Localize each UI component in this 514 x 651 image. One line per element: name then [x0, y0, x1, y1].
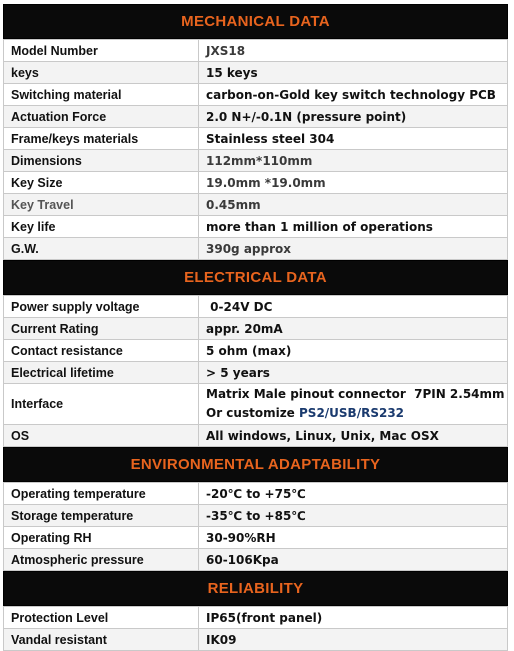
row-value: carbon-on-Gold key switch technology PCB: [199, 84, 508, 106]
row-key: Storage temperature: [4, 505, 199, 527]
row-key: Current Rating: [4, 318, 199, 340]
table-row: [4, 362, 508, 384]
table-row: [4, 84, 508, 106]
row-key: Electrical lifetime: [4, 362, 199, 384]
interface-line-2: [206, 404, 500, 423]
row-value: 0-24V DC: [199, 296, 508, 318]
reliability-table: [3, 606, 508, 651]
row-value: 19.0mm *19.0mm: [199, 172, 508, 194]
row-key: OS: [4, 425, 199, 447]
section-header-mechanical: MECHANICAL DATA: [3, 4, 508, 39]
row-key: Contact resistance: [4, 340, 199, 362]
row-value: 15 keys: [199, 62, 508, 84]
table-row: [4, 150, 508, 172]
row-value: > 5 years: [199, 362, 508, 384]
row-key: Model Number: [4, 40, 199, 62]
table-row: [4, 128, 508, 150]
row-value: 30-90%RH: [199, 527, 508, 549]
table-row: [4, 172, 508, 194]
interface-highlight: PS2/USB/RS232: [299, 406, 405, 420]
row-value: appr. 20mA: [199, 318, 508, 340]
row-key: Operating RH: [4, 527, 199, 549]
table-row: [4, 296, 508, 318]
table-row: [4, 106, 508, 128]
section-header-environmental: ENVIRONMENTAL ADAPTABILITY: [3, 447, 508, 482]
row-key: Dimensions: [4, 150, 199, 172]
row-value: 60-106Kpa: [199, 549, 508, 571]
spec-sheet: [3, 4, 508, 651]
row-value: more than 1 million of operations: [199, 216, 508, 238]
row-value-interface: [199, 384, 508, 425]
row-value: 112mm*110mm: [199, 150, 508, 172]
table-row: [4, 216, 508, 238]
row-value: IK09: [199, 629, 508, 651]
table-row: [4, 607, 508, 629]
section-header-reliability: RELIABILITY: [3, 571, 508, 606]
row-key: keys: [4, 62, 199, 84]
row-key: Protection Level: [4, 607, 199, 629]
table-row: [4, 194, 508, 216]
table-row: [4, 318, 508, 340]
row-key: Actuation Force: [4, 106, 199, 128]
table-row: [4, 527, 508, 549]
table-row: [4, 425, 508, 447]
mechanical-table: [3, 39, 508, 260]
section-header-electrical: ELECTRICAL DATA: [3, 260, 508, 295]
row-value: JXS18: [199, 40, 508, 62]
row-value: 2.0 N+/-0.1N (pressure point): [199, 106, 508, 128]
electrical-table: [3, 295, 508, 447]
row-value: All windows, Linux, Unix, Mac OSX: [199, 425, 508, 447]
interface-prefix: Or customize: [206, 406, 299, 420]
row-key: Key life: [4, 216, 199, 238]
row-key: Vandal resistant: [4, 629, 199, 651]
row-value: -35℃ to +85℃: [199, 505, 508, 527]
table-row: [4, 384, 508, 425]
table-row: [4, 629, 508, 651]
row-value: 0.45mm: [199, 194, 508, 216]
row-value: Stainless steel 304: [199, 128, 508, 150]
table-row: [4, 40, 508, 62]
row-key: Operating temperature: [4, 483, 199, 505]
table-row: [4, 238, 508, 260]
environmental-table: [3, 482, 508, 571]
row-value: 390g approx: [199, 238, 508, 260]
row-value: IP65(front panel): [199, 607, 508, 629]
interface-line-1: Matrix Male pinout connector 7PIN 2.54mm: [206, 387, 505, 401]
row-value: 5 ohm (max): [199, 340, 508, 362]
row-key: Interface: [4, 384, 199, 425]
row-value: -20℃ to +75℃: [199, 483, 508, 505]
row-key: G.W.: [4, 238, 199, 260]
table-row: [4, 549, 508, 571]
table-row: [4, 340, 508, 362]
row-key: Key Size: [4, 172, 199, 194]
table-row: [4, 62, 508, 84]
table-row: [4, 483, 508, 505]
row-key: Atmospheric pressure: [4, 549, 199, 571]
row-key: Power supply voltage: [4, 296, 199, 318]
row-key: Key Travel: [4, 194, 199, 216]
row-key: Frame/keys materials: [4, 128, 199, 150]
row-key: Switching material: [4, 84, 199, 106]
table-row: [4, 505, 508, 527]
